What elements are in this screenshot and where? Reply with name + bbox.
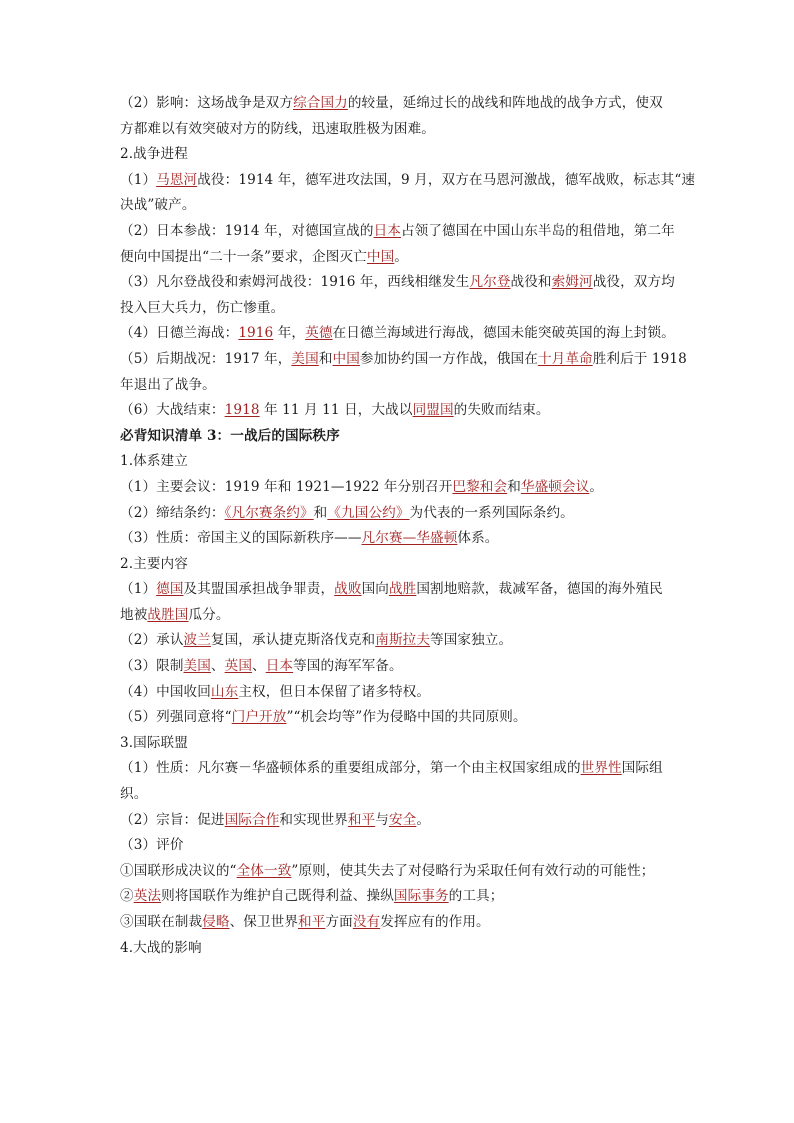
text-run: （3）性质：帝国主义的国际新秩序—— — [120, 530, 362, 547]
text-line — [120, 193, 680, 219]
text-run: 和 — [318, 350, 333, 367]
keyword-answer: 英法 — [133, 888, 162, 905]
text-run: 等国家独立。 — [430, 632, 513, 649]
keyword-answer: 英国 — [224, 658, 253, 675]
text-line — [120, 117, 680, 143]
text-run: 。 — [589, 478, 604, 495]
text-run: （1）性质：凡尔赛－华盛顿体系的重要组成部分，第一个由主权国家组成的 — [120, 760, 581, 777]
keyword-answer: 和平 — [298, 914, 326, 930]
text-run: 地被 — [120, 606, 148, 623]
keyword-answer: 和平 — [347, 811, 376, 828]
text-run: 年 11 月 11 日，大战以 — [259, 402, 413, 419]
text-run: 。 — [394, 248, 408, 265]
keyword-answer: 中国 — [366, 248, 395, 265]
text-run: （3）限制 — [120, 658, 184, 675]
text-run: 战役，双方均 — [592, 274, 675, 291]
keyword-answer: 《九国公约》 — [327, 504, 410, 521]
text-line — [120, 296, 680, 322]
text-line — [120, 680, 680, 706]
text-line — [120, 245, 680, 271]
text-line — [120, 577, 680, 603]
text-line — [120, 731, 680, 757]
text-line — [120, 654, 680, 680]
text-run: 决战”破产。 — [120, 197, 196, 214]
keyword-answer: 1916 — [238, 325, 274, 342]
keyword-answer: 安全 — [388, 811, 417, 828]
keyword-answer: 山东 — [210, 683, 239, 700]
keyword-answer: 凡尔赛—华盛顿 — [361, 530, 458, 547]
text-run: 3.国际联盟 — [120, 734, 188, 751]
text-line — [120, 321, 680, 347]
text-run: 的工具； — [448, 888, 504, 905]
text-line — [120, 398, 680, 424]
keyword-answer: 1918 — [224, 402, 260, 419]
text-line — [120, 936, 680, 962]
document-body — [120, 91, 696, 961]
keyword-answer: 美国 — [291, 350, 319, 367]
text-run: （4）日德兰海战： — [120, 325, 239, 342]
text-line — [120, 168, 696, 194]
keyword-answer: 十月革命 — [537, 350, 593, 367]
text-run: 、 — [210, 658, 225, 675]
text-line — [120, 859, 680, 885]
text-run: 和实现世界 — [279, 811, 348, 828]
text-run: （3）凡尔登战役和索姆河战役：1916 年，西线相继发生 — [120, 274, 470, 291]
text-run: 方面 — [325, 914, 353, 930]
text-run: 2.战争进程 — [120, 146, 188, 163]
text-line — [120, 756, 680, 782]
text-run: 年， — [273, 325, 306, 342]
text-line — [120, 91, 680, 117]
text-line — [120, 628, 680, 654]
text-line — [120, 603, 680, 629]
text-run: 为代表的一系列国际条约。 — [409, 504, 574, 521]
text-run: 参加协约国一方作战，俄国在 — [359, 350, 538, 367]
text-run: （2）影响：这场战争是双方 — [120, 95, 294, 111]
text-run: 体系。 — [457, 530, 499, 547]
keyword-answer: 全体一致 — [236, 862, 292, 879]
text-line — [120, 219, 680, 245]
text-run: 与 — [375, 811, 389, 828]
text-run: 。 — [416, 811, 431, 828]
text-run: 国割地赔款，裁减军备，德国的海外殖民 — [416, 581, 663, 598]
text-run: 和 — [507, 478, 521, 495]
text-run: 织。 — [120, 786, 148, 803]
text-run: （5）列强同意将“ — [120, 709, 232, 726]
text-run: （1）主要会议：1919 年和 1921—1922 年分别召开 — [120, 478, 453, 495]
keyword-answer: 华盛顿会议 — [520, 478, 590, 495]
text-run: 在日德兰海域进行海战，德国未能突破英国的海上封锁。 — [332, 325, 675, 342]
text-line — [120, 347, 687, 373]
keyword-answer: 战胜国 — [147, 606, 189, 623]
keyword-answer: 同盟国 — [412, 402, 454, 419]
keyword-answer: 美国 — [183, 658, 211, 675]
keyword-answer: 中国 — [332, 350, 360, 367]
text-line — [120, 884, 680, 910]
text-run: （2）承认 — [120, 632, 184, 649]
text-run: 瓜分。 — [188, 606, 230, 623]
text-run: 占领了德国在中国山东半岛的租借地，第二年 — [400, 222, 675, 239]
text-run: 投入巨大兵力，伤亡惨重。 — [120, 299, 285, 316]
text-run: 1.体系建立 — [120, 453, 188, 470]
section-heading: 必背知识清单 3：一战后的国际秩序 — [120, 427, 340, 444]
text-line — [120, 910, 680, 936]
keyword-answer: 侵略 — [202, 914, 230, 930]
text-run: （2）宗旨：促进 — [120, 811, 225, 828]
text-run: 则将国联作为维护自己既得利益、操纵 — [161, 888, 394, 905]
text-run: （5）后期战况：1917 年， — [120, 350, 292, 367]
keyword-answer: 《凡尔赛条约》 — [224, 504, 314, 521]
keyword-answer: 凡尔登 — [469, 274, 511, 291]
keyword-answer: 国际合作 — [224, 811, 280, 828]
keyword-answer: 门户开放 — [231, 709, 287, 726]
keyword-answer: 战胜 — [388, 581, 417, 598]
text-run: 发挥应有的作用。 — [380, 914, 490, 930]
text-run: 年退出了战争。 — [120, 376, 216, 393]
text-run: （3）评价 — [120, 837, 184, 854]
keyword-answer: 国际事务 — [393, 888, 449, 905]
text-run: 主权，但日本保留了诸多特权。 — [238, 683, 431, 700]
text-run: 4.大战的影响 — [120, 939, 202, 956]
text-run: ①国联形成决议的“ — [120, 862, 237, 879]
keyword-answer: 波兰 — [183, 632, 211, 649]
text-line — [120, 475, 680, 501]
text-run: 、保卫世界 — [229, 914, 299, 930]
text-run: 等国的海军军备。 — [293, 658, 403, 675]
keyword-answer: 世界性 — [580, 760, 622, 777]
text-line — [120, 424, 680, 450]
text-run: （1） — [120, 581, 157, 598]
keyword-answer: 没有 — [352, 914, 381, 930]
text-run: 、 — [252, 658, 266, 675]
text-run: 便向中国提出“二十一条”要求，企图灭亡 — [120, 248, 367, 265]
keyword-answer: 马恩河 — [156, 171, 198, 188]
keyword-answer: 日本 — [265, 658, 294, 675]
keyword-answer: 德国 — [156, 581, 184, 598]
text-run: ③国联在制裁 — [120, 914, 203, 930]
text-run: （4）中国收回 — [120, 683, 211, 700]
text-run: 方都难以有效突破对方的防线，迅速取胜极为困难。 — [120, 120, 435, 137]
text-line — [120, 705, 680, 731]
text-run: （2）缔结条约： — [120, 504, 225, 521]
text-run: （6）大战结束： — [120, 402, 225, 419]
keyword-answer: 综合国力 — [293, 95, 348, 111]
text-line — [120, 501, 680, 527]
text-line — [120, 526, 680, 552]
text-run: 2.主要内容 — [120, 555, 188, 572]
text-line — [120, 373, 680, 399]
text-run: ”原则，使其失去了对侵略行为采取任何有效行动的可能性； — [291, 862, 655, 879]
text-run: （2）日本参战：1914 年，对德国宣战的 — [120, 222, 374, 239]
text-line — [120, 270, 680, 296]
text-run: 战役和 — [510, 274, 552, 291]
keyword-answer: 英德 — [305, 325, 333, 342]
text-line — [120, 142, 680, 168]
text-line — [120, 552, 680, 578]
text-run: 的较量，延绵过长的战线和阵地战的战争方式，使双 — [347, 95, 663, 111]
text-run: 和 — [313, 504, 328, 521]
text-run: 国向 — [361, 581, 389, 598]
text-run: 胜利后于 1918 — [592, 350, 687, 367]
text-line — [120, 449, 680, 475]
keyword-answer: 巴黎和会 — [452, 478, 508, 495]
keyword-answer: 索姆河 — [551, 274, 593, 291]
text-run: 复国，承认捷克斯洛伐克和 — [210, 632, 376, 649]
text-run: 的失败而结束。 — [453, 402, 550, 419]
text-line — [120, 782, 680, 808]
text-run: 及其盟国承担战争罪责， — [183, 581, 335, 598]
keyword-answer: 战败 — [334, 581, 362, 598]
text-line — [120, 808, 680, 834]
text-run: ”“机会均等”作为侵略中国的共同原则。 — [286, 709, 527, 726]
text-run: ② — [120, 888, 134, 905]
keyword-answer: 日本 — [373, 222, 401, 239]
text-run: 战役：1914 年，德军进攻法国，9 月，双方在马恩河激战，德军战败，标志其“速 — [197, 171, 696, 188]
text-line — [120, 833, 680, 859]
text-run: （1） — [120, 171, 157, 188]
text-run: 国际组 — [621, 760, 663, 777]
keyword-answer: 南斯拉夫 — [375, 632, 431, 649]
